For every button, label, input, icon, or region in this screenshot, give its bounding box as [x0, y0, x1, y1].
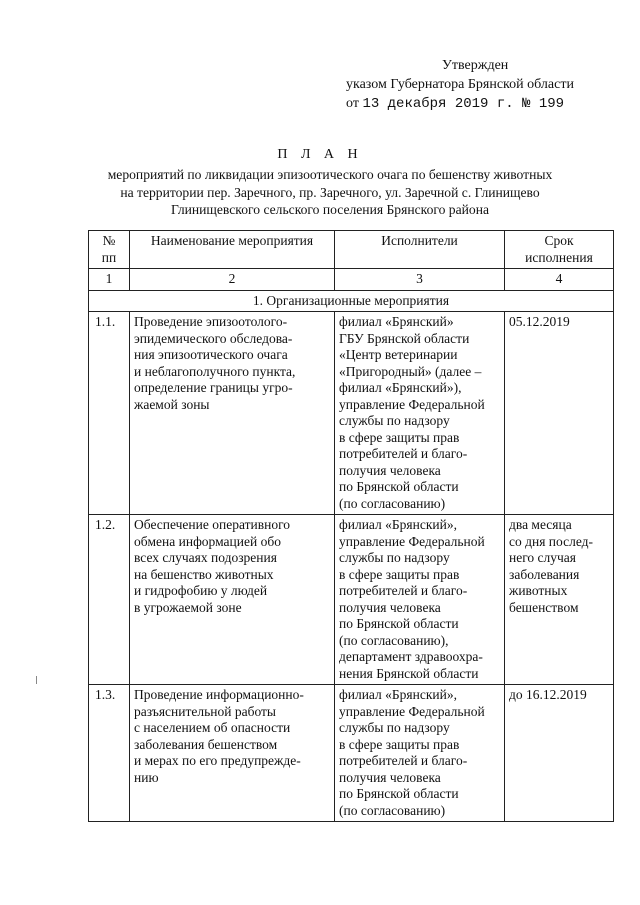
measure-name-line: в угрожаемой зоне: [134, 599, 242, 615]
section-title: 1. Организационные мероприятия: [89, 290, 614, 312]
row-number: 1.2.: [89, 515, 130, 685]
deadline-line: бешенством: [509, 599, 579, 615]
executors-line: управление Федеральной: [339, 396, 485, 412]
header-deadline-line: исполнения: [525, 249, 593, 265]
measure-name-line: заболевания бешенством: [134, 736, 278, 752]
deadline-line: со дня послед-: [509, 533, 594, 549]
executors-line: «Пригородный» (далее –: [339, 363, 482, 379]
measure-name-line: на бешенство животных: [134, 566, 274, 582]
executors-line: в сфере защиты прав: [339, 566, 460, 582]
measure-name-line: эпидемического обследова-: [134, 330, 293, 346]
header-deadline-line: Срок: [544, 233, 574, 248]
index-cell: 2: [130, 269, 335, 291]
section-row: [89, 290, 614, 312]
measure-name-line: Обеспечение оперативного: [134, 517, 291, 532]
row-number: 1.1.: [89, 312, 130, 515]
deadline-line: до 16.12.2019: [509, 687, 587, 702]
header-name: Наименование мероприятия: [130, 231, 335, 269]
document-title: П Л А Н: [277, 147, 363, 162]
measure-name-line: нию: [134, 769, 159, 785]
measure-name-line: и мерах по его предупрежде-: [134, 753, 301, 768]
measure-name-line: ния эпизоотического очага: [134, 347, 288, 362]
measure-name-line: с населением об опасности: [134, 720, 291, 735]
deadline: [505, 685, 614, 822]
executors-line: по Брянской области: [339, 786, 459, 801]
table-header-row: [89, 231, 614, 269]
executors-line: ГБУ Брянской области: [339, 330, 470, 346]
measure-name: [130, 312, 335, 515]
header-num-line: пп: [101, 249, 117, 265]
executors-line: службы по надзору: [339, 720, 450, 735]
executors-line: (по согласованию): [339, 802, 446, 818]
executors-line: получия человека: [339, 769, 441, 785]
row-number: 1.3.: [89, 685, 130, 822]
plan-table: [88, 230, 614, 822]
deadline-line: заболевания: [509, 566, 580, 582]
index-cell: 3: [335, 269, 505, 291]
header-num: [89, 231, 130, 269]
measure-name-line: определение границы угро-: [134, 380, 293, 395]
measure-name-line: всех случаях подозрения: [134, 550, 277, 565]
header-executors: Исполнители: [335, 231, 505, 269]
deadline-line: два месяца: [509, 517, 572, 532]
executors-line: управление Федеральной: [339, 533, 485, 549]
measure-name-line: и гидрофобию у людей: [134, 583, 268, 598]
measure-name-line: Проведение информационно-: [134, 687, 304, 702]
executors-line: в сфере защиты прав: [339, 736, 460, 752]
measure-name-line: жаемой зоны: [134, 396, 210, 412]
executors-line: (по согласованию),: [339, 632, 449, 648]
measure-name-line: обмена информацией обо: [134, 533, 281, 549]
executors-line: потребителей и благо-: [339, 446, 468, 461]
subtitle-line: Глинищевского сельского поселения Брянского района: [170, 202, 490, 217]
executors-line: службы по надзору: [339, 550, 450, 565]
executors-line: филиал «Брянский»,: [339, 517, 457, 532]
measure-name-line: разъяснительной работы: [134, 703, 276, 719]
executors: [335, 685, 505, 822]
index-cell: 4: [505, 269, 614, 291]
executors: [335, 312, 505, 515]
scan-mark: [36, 676, 37, 684]
header-deadline: [505, 231, 614, 269]
index-cell: 1: [89, 269, 130, 291]
subtitle-line: мероприятий по ликвидации эпизоотического очага по бешенству животных: [107, 167, 553, 182]
document-subtitle: [100, 166, 560, 219]
header-num-line: №: [102, 233, 116, 248]
executors-line: по Брянской области: [339, 479, 459, 494]
deadline-line: него случая: [509, 550, 577, 565]
executors-line: нения Брянской области: [339, 665, 479, 681]
table-row: [89, 685, 614, 822]
executors-line: филиал «Брянский»: [339, 314, 454, 329]
measure-name-line: Проведение эпизоотолого-: [134, 314, 288, 329]
executors-line: филиал «Брянский»,: [339, 687, 457, 702]
executors-line: (по согласованию): [339, 495, 446, 511]
executors-line: получия человека: [339, 462, 441, 478]
executors-line: филиал «Брянский»),: [339, 380, 462, 395]
executors: [335, 515, 505, 685]
table-body: [89, 312, 614, 822]
deadline-line: животных: [509, 583, 568, 598]
approval-heading: Утвержден: [442, 58, 509, 73]
executors-line: по Брянской области: [339, 616, 459, 631]
deadline: [505, 312, 614, 515]
executors-line: «Центр ветеринарии: [339, 347, 458, 362]
deadline-line: 05.12.2019: [509, 314, 570, 329]
executors-line: в сфере защиты прав: [339, 429, 460, 445]
executors-line: потребителей и благо-: [339, 583, 468, 598]
approval-decree: указом Губернатора Брянской области: [346, 77, 574, 92]
measure-name-line: и неблагополучного пункта,: [134, 363, 296, 379]
executors-line: управление Федеральной: [339, 703, 485, 719]
subtitle-line: на территории пер. Заречного, пр. Заречного, ул. Заречной с. Глинищево: [120, 184, 540, 200]
table-row: [89, 515, 614, 685]
executors-line: службы по надзору: [339, 413, 450, 428]
executors-line: потребителей и благо-: [339, 753, 468, 768]
table-index-row: [89, 269, 614, 291]
executors-line: получия человека: [339, 599, 441, 615]
deadline: [505, 515, 614, 685]
approval-date-number: 13 декабря 2019 г. № 199: [362, 96, 565, 112]
approval-date-line: [346, 94, 574, 114]
table-row: [89, 312, 614, 515]
executors-line: департамент здравоохра-: [339, 649, 483, 664]
measure-name: [130, 515, 335, 685]
measure-name: [130, 685, 335, 822]
approval-date-prefix: от: [346, 96, 359, 111]
approval-block: [346, 56, 574, 114]
